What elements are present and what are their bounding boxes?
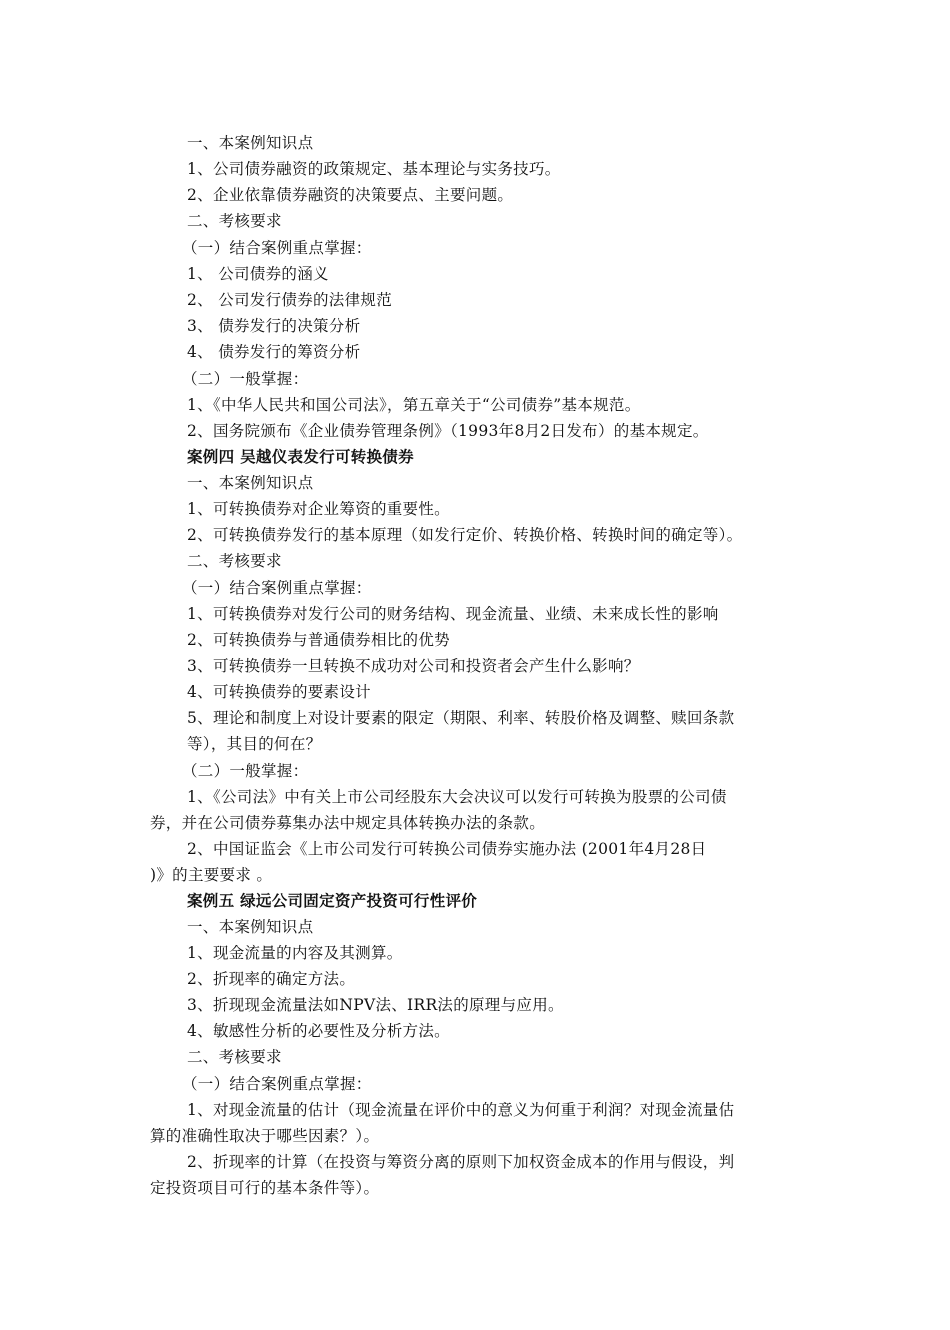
paragraph: 4、敏感性分析的必要性及分析方法。 (187, 1022, 450, 1040)
list-item: 4、可转换债券的要素设计 (187, 683, 371, 701)
list-item-continued: 算的准确性取决于哪些因素？）。 (150, 1127, 380, 1145)
list-item: 2、可转换债券与普通债券相比的优势 (187, 631, 450, 649)
list-item: 1、可转换债券对发行公司的财务结构、现金流量、业绩、未来成长性的影响 (187, 605, 719, 623)
section-heading: 二、考核要求 (187, 1048, 282, 1066)
list-item: 3、 债券发行的决策分析 (187, 317, 361, 335)
list-item-continued: )》的主要要求 。 (150, 866, 273, 884)
paragraph: 2、折现率的确定方法。 (187, 970, 356, 988)
list-item: 2、中国证监会《上市公司发行可转换公司债券实施办法 (2001年4月28日 (187, 840, 707, 858)
list-item-continued: 等），其目的何在？ (187, 735, 322, 753)
case-title: 案例四 吴越仪表发行可转换债券 (187, 448, 414, 466)
section-heading: 一、本案例知识点 (187, 474, 314, 492)
paragraph: 2、企业依靠债券融资的决策要点、主要问题。 (187, 186, 514, 204)
list-item: 3、可转换债券一旦转换不成功对公司和投资者会产生什么影响？ (187, 657, 640, 675)
list-item: 1、对现金流量的估计（现金流量在评价中的意义为何重于利润？对现金流量估 (187, 1101, 735, 1119)
paragraph: 2、可转换债券发行的基本原理（如发行定价、转换价格、转换时间的确定等）。 (187, 526, 743, 544)
list-item-continued: 定投资项目可行的基本条件等）。 (150, 1179, 380, 1197)
list-item: 5、理论和制度上对设计要素的限定（期限、利率、转股价格及调整、赎回条款 (187, 709, 735, 727)
list-item: 1、《公司法》中有关上市公司经股东大会决议可以发行可转换为股票的公司债 (187, 788, 727, 806)
list-item: 2、折现率的计算（在投资与筹资分离的原则下加权资金成本的作用与假设，判 (187, 1153, 735, 1171)
list-item: 4、 债券发行的筹资分析 (187, 343, 361, 361)
paragraph: 1、可转换债券对企业筹资的重要性。 (187, 500, 450, 518)
paragraph: 1、公司债券融资的政策规定、基本理论与实务技巧。 (187, 160, 561, 178)
subsection-heading: （一）结合案例重点掌握： (182, 239, 372, 257)
list-item: 2、国务院颁布《企业债券管理条例》（1993年8月2日发布）的基本规定。 (187, 422, 709, 440)
list-item: 2、 公司发行债券的法律规范 (187, 291, 392, 309)
case-title: 案例五 绿远公司固定资产投资可行性评价 (187, 892, 478, 910)
subsection-heading: （一）结合案例重点掌握： (182, 1075, 372, 1093)
section-heading: 二、考核要求 (187, 552, 282, 570)
list-item: 1、 公司债券的涵义 (187, 265, 329, 283)
subsection-heading: （一）结合案例重点掌握： (182, 579, 372, 597)
list-item: 1、《中华人民共和国公司法》，第五章关于“公司债券”基本规范。 (187, 396, 641, 414)
paragraph: 3、折现现金流量法如NPV法、IRR法的原理与应用。 (187, 996, 564, 1014)
paragraph: 1、现金流量的内容及其测算。 (187, 944, 403, 962)
subsection-heading: （二）一般掌握： (182, 370, 309, 388)
list-item-continued: 券，并在公司债券募集办法中规定具体转换办法的条款。 (150, 814, 546, 832)
section-heading: 一、本案例知识点 (187, 134, 314, 152)
subsection-heading: （二）一般掌握： (182, 762, 309, 780)
section-heading: 一、本案例知识点 (187, 918, 314, 936)
section-heading: 二、考核要求 (187, 212, 282, 230)
